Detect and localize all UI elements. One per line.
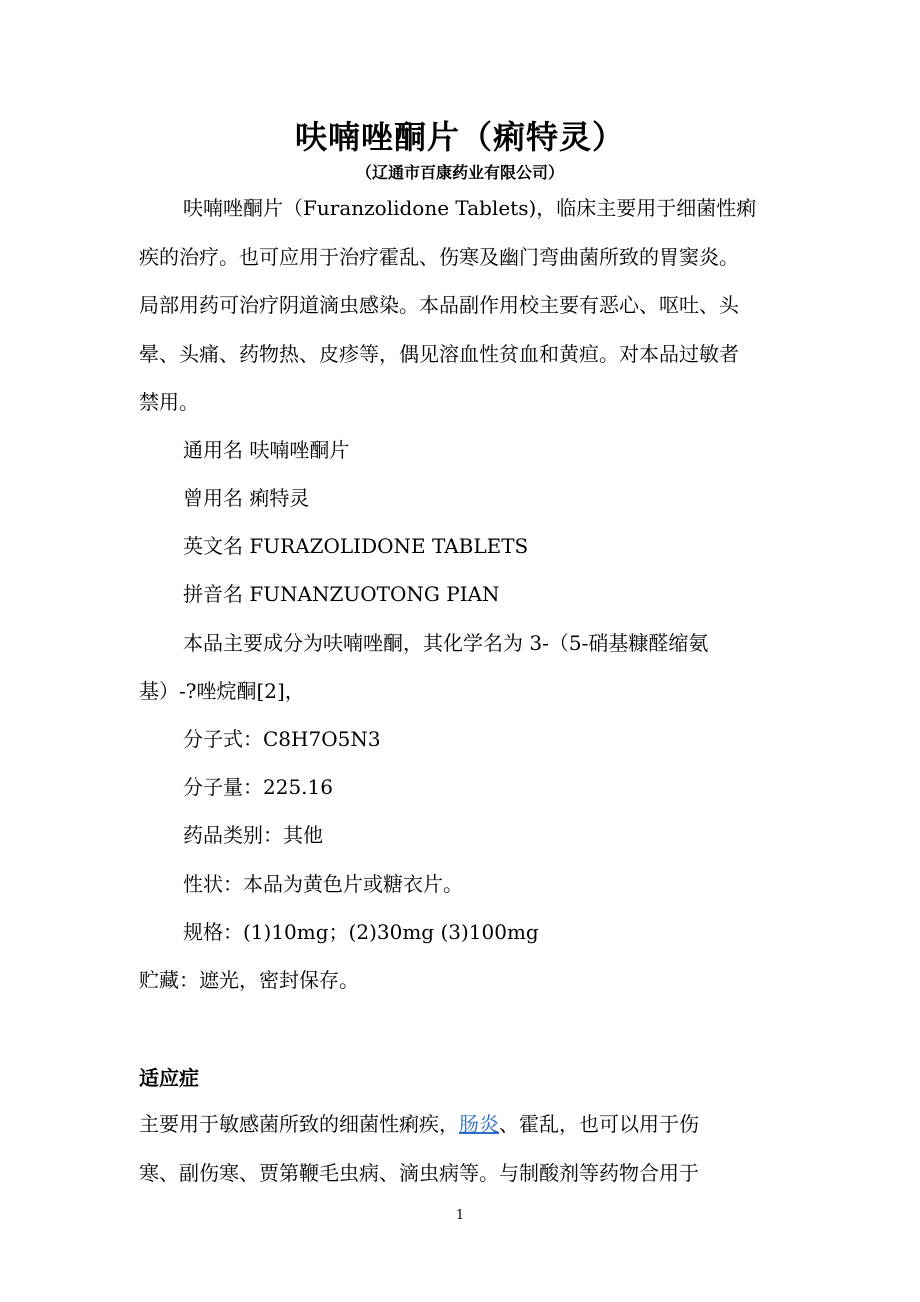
composition-line-1: 本品主要成分为呋喃唑酮，其化学名为 3-（5-硝基糠醛缩氨 [183,631,709,655]
document-title: 呋喃唑酮片（痢特灵） [294,118,625,156]
indications-line-2: 寒、副伤寒、贾第鞭毛虫病、滴虫病等。与制酸剂等药物合用于 [139,1161,699,1185]
intro-line-5: 禁用。 [139,390,199,414]
molecular-weight: 分子量：225.16 [183,775,333,799]
indications-line-1 [139,1110,699,1138]
intro-line-2: 疾的治疗。也可应用于治疗霍乱、伤寒及幽门弯曲菌所致的胃窦炎。 [139,245,739,269]
drug-category: 药品类别：其他 [183,823,323,847]
indications-line-1-pre: 主要用于敏感菌所致的细菌性痢疾， [139,1112,459,1136]
page-number: 1 [455,1208,465,1223]
composition-line-2: 基）-?唑烷酮[2]， [139,679,305,703]
former-name: 曾用名 痢特灵 [183,486,310,510]
storage: 贮藏：遮光，密封保存。 [139,968,359,992]
english-name: 英文名 FURAZOLIDONE TABLETS [183,534,529,558]
generic-name: 通用名 呋喃唑酮片 [183,438,350,462]
indications-heading: 适应症 [139,1066,199,1090]
appearance: 性状：本品为黄色片或糖衣片。 [183,872,463,896]
indications-line-1-post: 、霍乱，也可以用于伤 [499,1112,699,1136]
company-subtitle: （辽通市百康药业有限公司） [355,163,564,182]
pinyin-name: 拼音名 FUNANZUOTONG PIAN [183,582,500,606]
intro-line-4: 晕、头痛、药物热、皮疹等，偶见溶血性贫血和黄疸。对本品过敏者 [139,342,739,366]
enteritis-link[interactable]: 肠炎 [459,1112,499,1136]
specification: 规格：(1)10mg；(2)30mg (3)100mg [183,920,539,944]
intro-line-3: 局部用药可治疗阴道滴虫感染。本品副作用校主要有恶心、呕吐、头 [139,293,739,317]
molecular-formula: 分子式：C8H7O5N3 [183,727,381,751]
intro-line-1: 呋喃唑酮片（Furanzolidone Tablets)，临床主要用于细菌性痢 [183,196,757,220]
